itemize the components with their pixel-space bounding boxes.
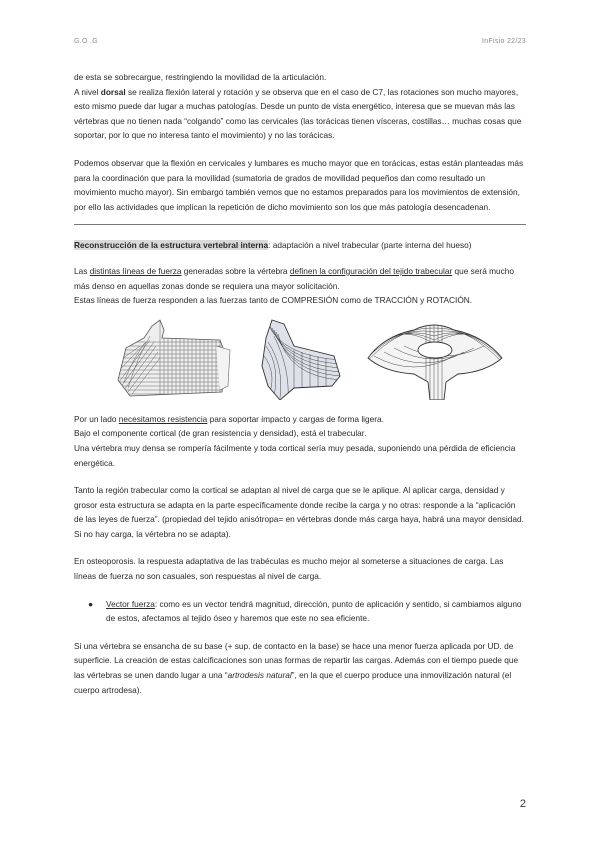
paragraph-osteoporosis: En osteoporosis. la respuesta adaptativa de las trabéculas es mucho mejor al someterse a situaciones de carga. Las líneas de fuerza no son casuales, son respuestas al nivel de carga. — [74, 556, 504, 582]
text-run: para soportar impacto y cargas de forma ligera. — [207, 413, 384, 424]
page-number: 2 — [519, 798, 526, 810]
document-body — [74, 70, 526, 697]
bullet-vector-fuerza — [88, 597, 526, 626]
text-run: Las — [74, 265, 90, 276]
text-run: ”, en la que el cuerpo produce una inmovilización natural (el cuerpo artrodesa). — [74, 670, 512, 695]
text-run: Si una vértebra se ensancha de su base (+ sup. de contacto en la base) se hace una menor fuerza aplicada por UD. de superficie. La creación de estas calcificaciones son unas formas de repartir las cargas. Además con el tiempo puede que las vértebras se unen dando lugar a una “ — [74, 640, 519, 681]
trabecular-grid-figure — [104, 316, 234, 400]
text-line: Una vértebra muy densa se rompería fácilmente y toda cortical sería muy pesada, suponiendo una pérdida de eficiencia energética. — [74, 442, 516, 468]
paragraph-artrodesis — [74, 639, 526, 697]
underlined-term: Vector fuerza — [106, 598, 155, 609]
text-line: Bajo el componente cortical (de gran resistencia y densidad), está el trabecular. — [74, 428, 367, 439]
highlighted-title: Reconstrucción de la estructura vertebral interna — [74, 240, 269, 251]
bullet-icon: ● — [88, 598, 94, 609]
text-line: de esta se sobrecargue, restringiendo la movilidad de la articulación. — [74, 72, 327, 82]
text-run: que será mucho más denso en aquellas zonas donde se requiera una mayor solicitación. — [74, 265, 515, 291]
header-left: G.O .G — [74, 38, 98, 45]
text-run: se realiza flexión lateral y rotación y se observa que en el caso de C7, las rotaciones son mucho mayores, esto mismo puede dar lugar a muchas patologías. Desde un punto de vista energético, interesa que se muevan más las vértebras que no tienen nada “colgando” como las cervicales (las torácicas tienen vísceras, costillas… muchas cosas que soportar, por lo que no interesa tanto el movimiento) y no las torácicas. — [74, 86, 522, 141]
paragraph-adaptacion: Tanto la región trabecular como la cortical se adaptan al nivel de carga que se le aplique. Al aplicar carga, densidad y grosor esta estructura se adapta en la parte específicamente donde recibe la carga y no otras: responde a la “aplicación de las leyes de fuerza”. (propiedad del tejido anisótropa= en vértebras donde más carga haya, habrá una mayor densidad. Si no hay carga, la vértebra no se adapta). — [74, 485, 524, 539]
section-heading — [74, 238, 526, 253]
text-run: : como es un vector tendrá magnitud, dirección, punto de aplicación y sentido, si cambiamos alguno de estos, afectamos al tejido óseo y haremos que este no sea eficiente. — [106, 598, 522, 624]
vertebra-section-figure — [354, 316, 514, 400]
text-run: generadas sobre la vértebra — [181, 265, 290, 276]
paragraph-flexion: Podemos observar que la flexión en cervicales y lumbares es mucho mayor que en torácicas, estas están planteadas más para la coordinación que para la movilidad (sumatoria de grados de movilidad pequeños dan como resultado un movimiento mucho mayor). Sin embargo también vemos que no estamos preparados para los movimientos de extensión, por ello las actividades que implican la repetición de dicho movimiento son los que más patología desencadenan. — [74, 157, 524, 212]
paragraph-dorsal — [74, 70, 526, 143]
underlined-text: necesitamos resistencia — [118, 413, 208, 424]
underlined-text: definen la configuración del tejido trabecular — [289, 265, 453, 276]
underlined-text: distintas líneas de fuerza — [89, 265, 182, 276]
paragraph-lineas-fuerza — [74, 264, 526, 308]
italic-term: artrodesis natural — [227, 670, 292, 681]
text-line: Estas líneas de fuerza responden a las fuerzas tanto de COMPRESIÓN como de TRACCIÓN y ROTACIÓN. — [74, 295, 473, 306]
vertebra-profile-figure — [254, 316, 344, 400]
bold-term-dorsal: dorsal — [100, 86, 126, 97]
text-run: Por un lado — [74, 413, 119, 424]
header-right: InFisio 22/23 — [482, 38, 526, 45]
bullet-text — [106, 597, 526, 626]
section-heading-rest: : adaptación a nivel trabecular (parte interna del hueso) — [268, 240, 472, 251]
section-divider — [74, 224, 526, 225]
text-run: A nivel — [74, 86, 101, 97]
paragraph-resistencia — [74, 412, 526, 470]
trabecular-figures — [74, 316, 526, 400]
